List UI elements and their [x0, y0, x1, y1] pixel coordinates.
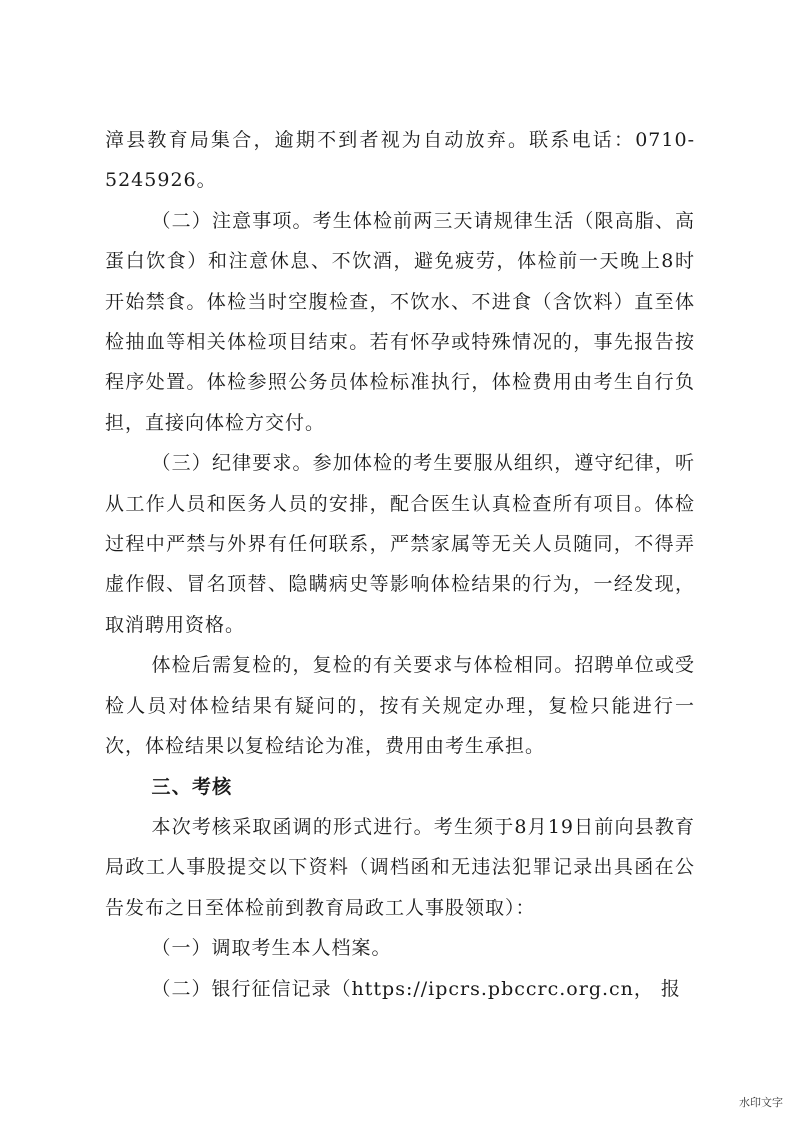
document-body [105, 120, 695, 1009]
paragraph-5: 本次考核采取函调的形式进行。考生须于8月19日前向县教育局政工人事股提交以下资料（调档函和无违法犯罪记录出具函在公告发布之日至体检前到教育局政工人事股领取）： [105, 815, 695, 919]
paragraph-2: （二）注意事项。考生体检前两三天请规律生活（限高脂、高蛋白饮食）和注意休息、不饮酒，避免疲劳，体检前一天晚上8时开始禁食。体检当时空腹检查，不饮水、不进食（含饮料）直至体检抽血等相关体检项目结束。若有怀孕或特殊情况的，事先报告按程序处置。体检参照公务员体检标准执行，体检费用由考生自行负担，直接向体检方交付。 [105, 209, 695, 434]
paragraph-1: 漳县教育局集合，逾期不到者视为自动放弃。联系电话：0710-5245926。 [105, 129, 695, 192]
section-heading: 三、考核 [151, 775, 233, 798]
paragraph-6: （一）调取考生本人档案。 [151, 937, 392, 960]
paragraph-4: 体检后需复检的，复检的有关要求与体检相同。招聘单位或受检人员对体检结果有疑问的，按有关规定办理，复检只能进行一次，体检结果以复检结论为准，费用由考生承担。 [105, 654, 695, 758]
paragraph-7: （二）银行征信记录（https://ipcrs.pbccrc.org.cn， 报 [151, 977, 681, 1000]
paragraph-3: （三）纪律要求。参加体检的考生要服从组织，遵守纪律，听从工作人员和医务人员的安排，配合医生认真检查所有项目。体检过程中严禁与外界有任何联系，严禁家属等无关人员随同，不得弄虚作假、冒名顶替、隐瞒病史等影响体检结果的行为，一经发现，取消聘用资格。 [105, 452, 695, 636]
document-text [105, 120, 695, 1009]
watermark-label: 水印文字 [739, 1096, 783, 1109]
